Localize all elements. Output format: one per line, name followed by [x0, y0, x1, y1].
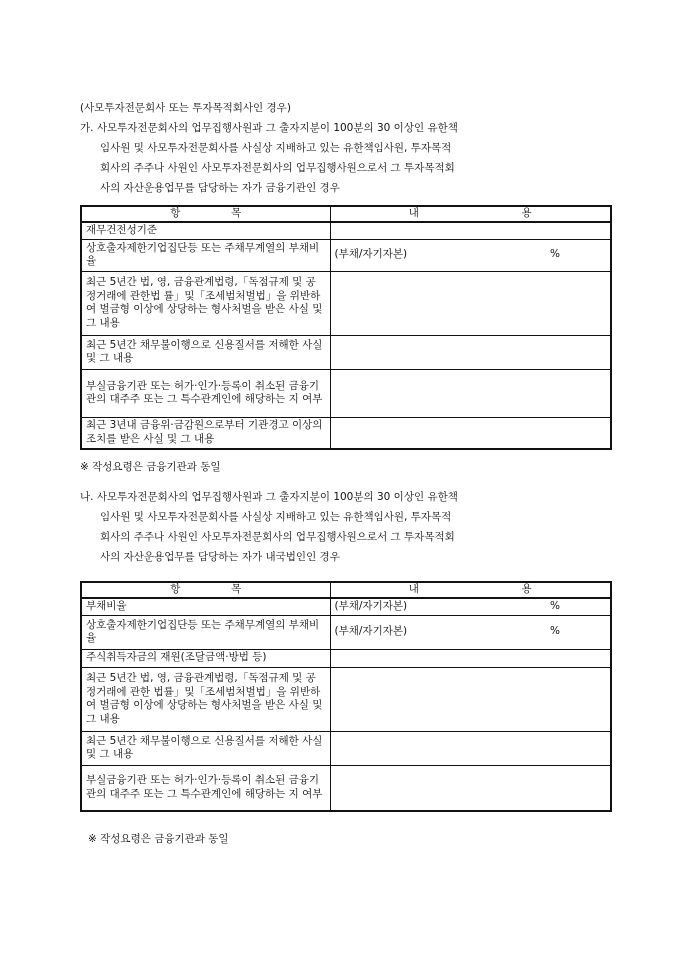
header-item-char-2: 목 — [231, 207, 242, 220]
table-row — [81, 271, 611, 335]
row-value — [330, 222, 611, 239]
row-value — [330, 598, 611, 615]
row-value — [330, 369, 611, 417]
value-label: (부채/자기자본) — [334, 248, 408, 261]
header-content — [330, 582, 611, 598]
table-header-row — [81, 206, 611, 222]
table-row — [81, 765, 611, 811]
table-row — [81, 615, 611, 649]
header-item-char-1: 항 — [170, 207, 181, 220]
header-item — [81, 582, 330, 598]
header-content-char-1: 내 — [408, 583, 419, 596]
header-content-char-1: 내 — [408, 207, 419, 220]
header-item-char-1: 항 — [170, 583, 181, 596]
row-item: 최근 5년간 법, 영, 금융관계법령,「독점규제 및 공정거래에 관한법 률」및「조세범처벌법」을 위반하여 벌금형 이상에 상당하는 형사처벌을 받은 사실 및 그 내용 — [81, 271, 330, 335]
table-row — [81, 649, 611, 667]
table-row — [81, 667, 611, 731]
section-a-line-4: 사의 자산운용업무를 담당하는 자가 금융기관인 경우 — [100, 182, 340, 194]
row-value — [330, 649, 611, 667]
header-item-char-2: 목 — [231, 583, 242, 596]
value-label: (부채/자기자본) — [334, 625, 408, 638]
section-b-note: ※ 작성요령은 금융기관과 동일 — [88, 833, 229, 845]
row-item: 주식취득자금의 재원(조달금액·방법 등) — [81, 649, 330, 667]
row-value — [330, 667, 611, 731]
section-a-table — [80, 205, 612, 450]
row-item: 부실금융기관 또는 허가·인가·등록이 취소된 금융기관의 대주주 또는 그 특수관계인에 해당하는 지 여부 — [81, 369, 330, 417]
header-item — [81, 206, 330, 222]
row-value — [330, 239, 611, 271]
value-unit: % — [550, 625, 560, 638]
table-row — [81, 417, 611, 449]
row-item: 부채비율 — [81, 598, 330, 615]
row-value — [330, 615, 611, 649]
section-a-line-2: 임사원 및 사모투자전문회사를 사실상 지배하고 있는 유한책임사원, 투자목적 — [100, 142, 452, 154]
value-unit: % — [550, 600, 560, 612]
value-unit: % — [550, 248, 560, 261]
page-heading: (사모투자전문회사 또는 투자목적회사인 경우) — [80, 102, 291, 114]
row-item: 상호출자제한기업집단등 또는 주채무계열의 부채비율 — [81, 239, 330, 271]
row-item: 부실금융기관 또는 허가·인가·등록이 취소된 금융기관의 대주주 또는 그 특수관계인에 해당하는 지 여부 — [81, 765, 330, 811]
section-b-line-2: 임사원 및 사모투자전문회사를 사실상 지배하고 있는 유한책임사원, 투자목적 — [100, 511, 452, 523]
table-row — [81, 731, 611, 765]
header-content-char-2: 용 — [521, 583, 532, 596]
row-value — [330, 765, 611, 811]
table-row — [81, 335, 611, 369]
table-row — [81, 239, 611, 271]
row-value — [330, 335, 611, 369]
row-value — [330, 271, 611, 335]
row-item: 최근 5년간 법, 영, 금융관계법령,「독점규제 및 공정거래에 관한 법률」및「조세범처벌법」을 위반하여 벌금형 이상에 상당하는 형사처벌을 받은 사실 및 그 내용 — [81, 667, 330, 731]
header-content-char-2: 용 — [521, 207, 532, 220]
row-item: 최근 3년내 금융위·금감원으로부터 기관경고 이상의 조치를 받은 사실 및 그 내용 — [81, 417, 330, 449]
table-row — [81, 369, 611, 417]
section-a-line-3: 회사의 주주나 사원인 사모투자전문회사의 업무집행사원으로서 그 투자목적회 — [100, 162, 455, 174]
section-a-note: ※ 작성요령은 금융기관과 동일 — [80, 461, 221, 473]
table-header-row — [81, 582, 611, 598]
table-row — [81, 598, 611, 615]
table-row — [81, 222, 611, 239]
section-b-line-4: 사의 자산운용업무를 담당하는 자가 내국법인인 경우 — [100, 551, 340, 563]
row-item: 재무건전성기준 — [81, 222, 330, 239]
value-label: (부채/자기자본) — [334, 600, 408, 612]
section-b-line-1: 나. 사모투자전문회사의 업무집행사원과 그 출자지분이 100분의 30 이상인 유한책 — [80, 491, 458, 503]
row-item: 상호출자제한기업집단등 또는 주채무계열의 부채비율 — [81, 615, 330, 649]
section-b-table — [80, 581, 612, 812]
row-item: 최근 5년간 채무불이행으로 신용질서를 저해한 사실 및 그 내용 — [81, 731, 330, 765]
section-a-line-1: 가. 사모투자전문회사의 업무집행사원과 그 출자지분이 100분의 30 이상인 유한책 — [80, 122, 458, 134]
header-content — [330, 206, 611, 222]
row-value — [330, 731, 611, 765]
row-item: 최근 5년간 채무불이행으로 신용질서를 저해한 사실 및 그 내용 — [81, 335, 330, 369]
row-value — [330, 417, 611, 449]
section-b-line-3: 회사의 주주나 사원인 사모투자전문회사의 업무집행사원으로서 그 투자목적회 — [100, 531, 455, 543]
